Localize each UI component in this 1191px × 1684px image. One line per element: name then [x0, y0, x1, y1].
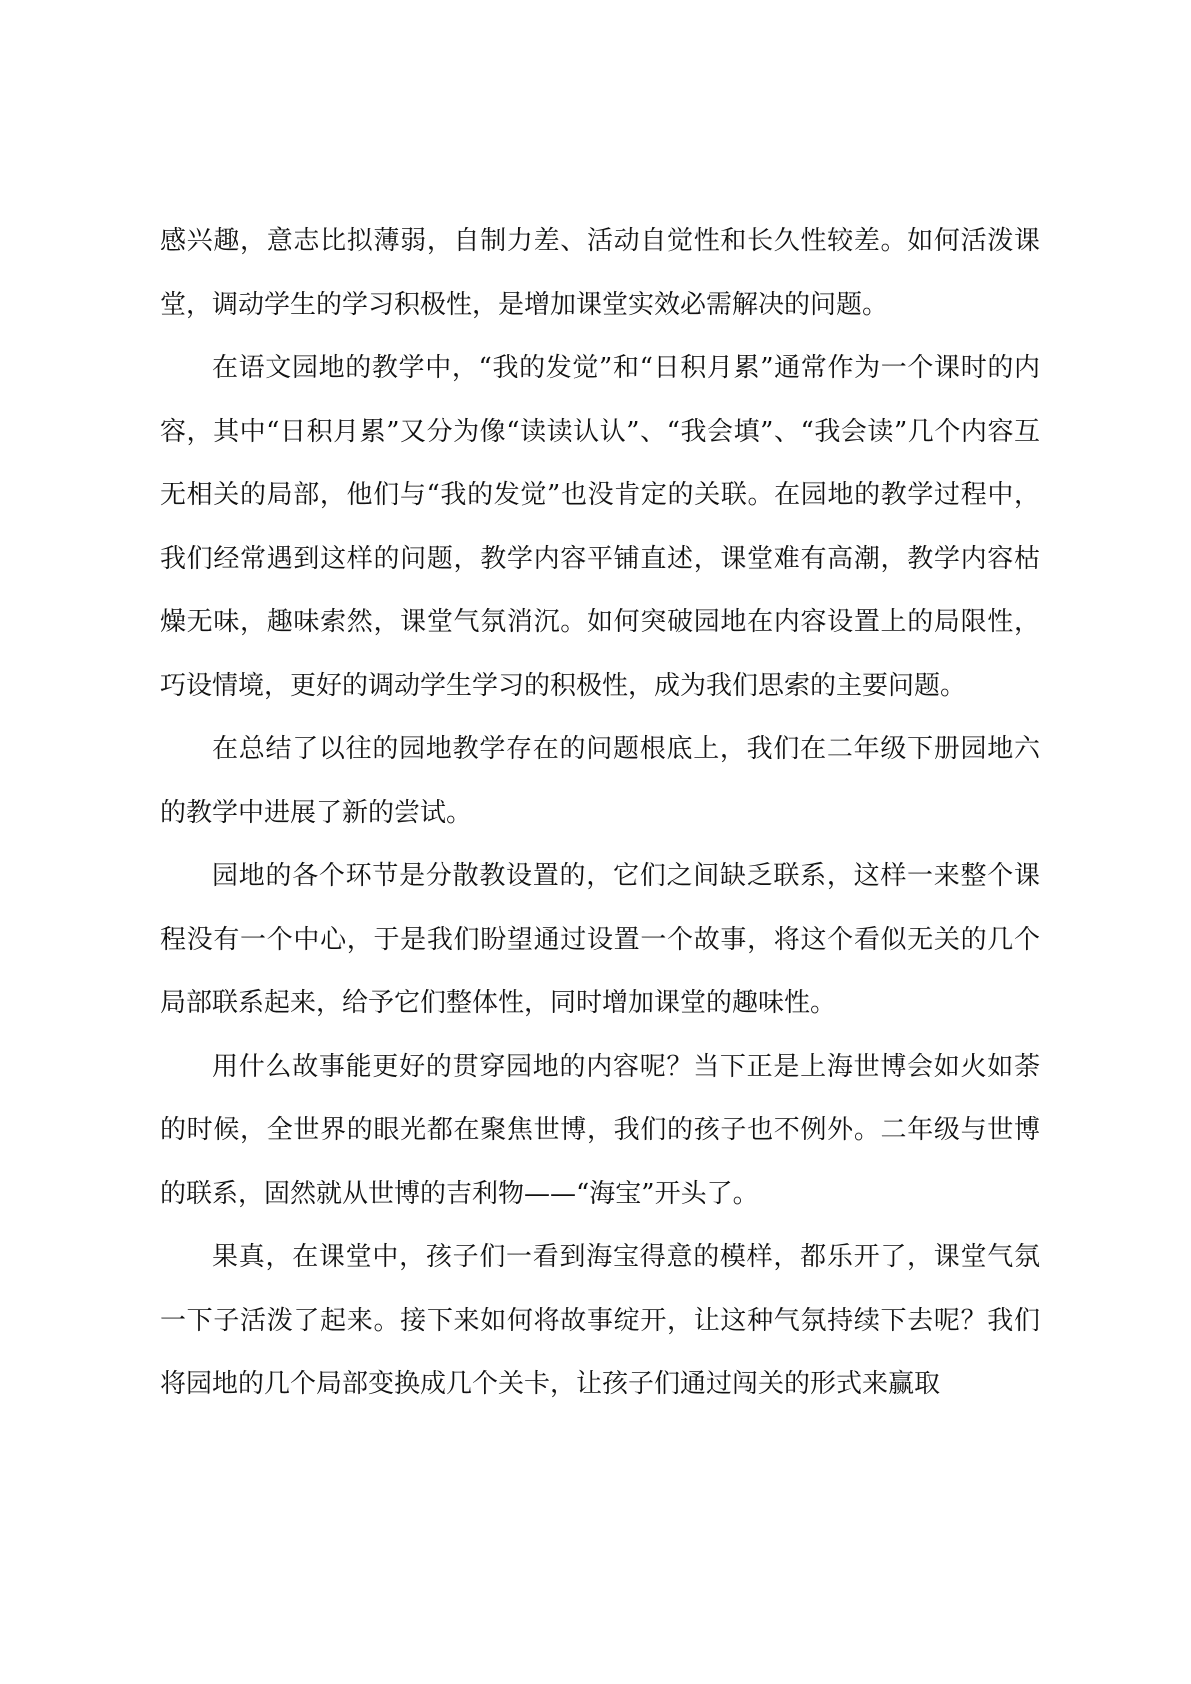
paragraph-2: 在语文园地的教学中，“我的发觉”和“日积月累”通常作为一个课时的内容，其中“日积月累”又分为像“读读认认”、“我会填”、“我会读”几个内容互无相关的局部，他们与“我的发觉”也没肯定的关联。在园地的教学过程中，我们经常遇到这样的问题，教学内容平铺直述，课堂难有高潮，教学内容枯燥无味，趣味索然，课堂气氛消沉。如何突破园地在内容设置上的局限性，巧设情境，更好的调动学生学习的积极性，成为我们思索的主要问题。 [160, 353, 1040, 701]
paragraph-3: 在总结了以往的园地教学存在的问题根底上，我们在二年级下册园地六的教学中进展了新的尝试。 [160, 734, 1040, 828]
paragraph-1: 感兴趣，意志比拟薄弱，自制力差、活动自觉性和长久性较差。如何活泼课堂，调动学生的学习积极性，是增加课堂实效必需解决的问题。 [160, 226, 1040, 320]
paragraph-5: 用什么故事能更好的贯穿园地的内容呢？当下正是上海世博会如火如荼的时候，全世界的眼光都在聚焦世博，我们的孩子也不例外。二年级与世博的联系，固然就从世博的吉利物——“海宝”开头了。 [160, 1051, 1040, 1209]
paragraph-6: 果真，在课堂中，孩子们一看到海宝得意的模样，都乐开了，课堂气氛一下子活泼了起来。接下来如何将故事绽开，让这种气氛持续下去呢？我们将园地的几个局部变换成几个关卡，让孩子们通过闯关的形式来赢取 [160, 1242, 1040, 1399]
paragraph-4: 园地的各个环节是分散教设置的，它们之间缺乏联系，这样一来整个课程没有一个中心，于是我们盼望通过设置一个故事，将这个看似无关的几个局部联系起来，给予它们整体性，同时增加课堂的趣味性。 [160, 861, 1040, 1018]
body-text [160, 210, 1040, 1417]
